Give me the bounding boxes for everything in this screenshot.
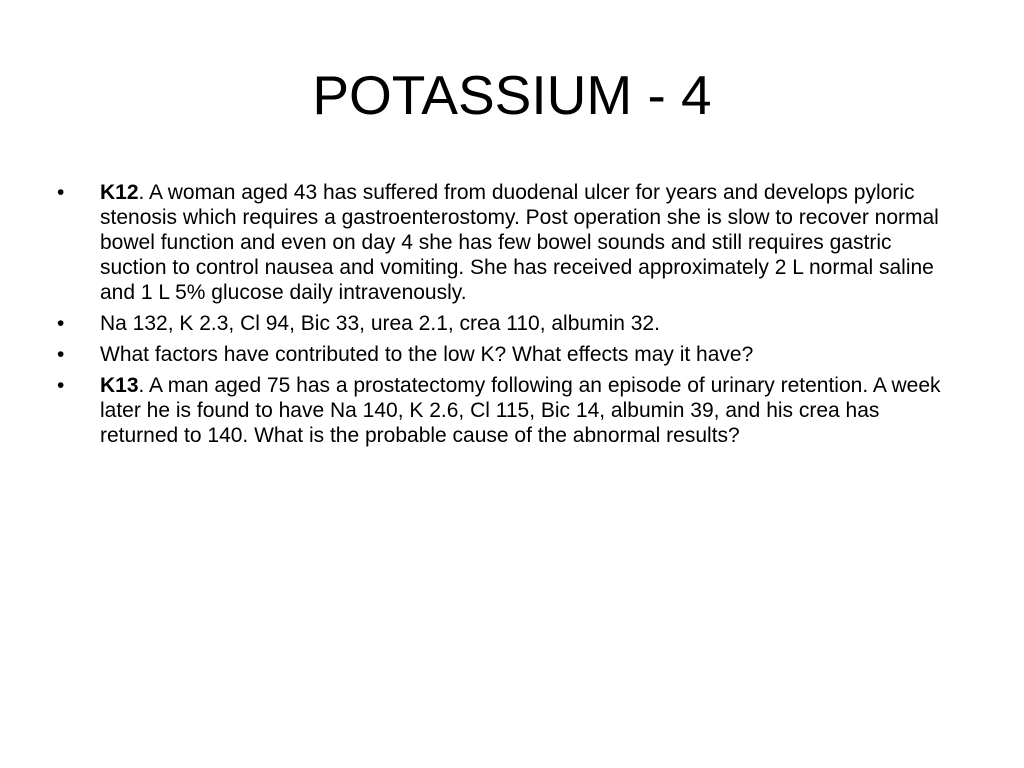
case-text-k12: . A woman aged 43 has suffered from duodenal ulcer for years and develops pyloric stenosis which requires a gastroenterostomy. Post operation she is slow to recover normal bowel function and even on day 4 she has few bowel sounds and still requires gastric suction to control nausea and vomiting. She has received approximately 2 L normal saline and 1 L 5% glucose daily intravenously. [100, 181, 939, 304]
bullet-item-k13 [57, 373, 957, 448]
bullet-list [57, 180, 957, 454]
case-text-k13: . A man aged 75 has a prostatectomy following an episode of urinary retention. A week later he is found to have Na 140, K 2.6, Cl 115, Bic 14, albumin 39, and his crea has returned to 140. What is the probable cause of the abnormal results? [100, 374, 941, 447]
case-label-k12: K12 [100, 181, 139, 204]
bullet-item-lab-results [57, 311, 957, 336]
lab-results-text: Na 132, K 2.3, Cl 94, Bic 33, urea 2.1, crea 110, albumin 32. [100, 312, 660, 335]
bullet-marker: • [57, 181, 65, 204]
bullet-item-k12 [57, 180, 957, 305]
case-label-k13: K13 [100, 374, 139, 397]
slide-title: POTASSIUM - 4 [312, 64, 712, 126]
bullet-marker: • [57, 343, 65, 366]
bullet-marker: • [57, 312, 65, 335]
bullet-item-question [57, 342, 957, 367]
bullet-marker: • [57, 374, 65, 397]
question-text: What factors have contributed to the low K? What effects may it have? [100, 343, 754, 366]
